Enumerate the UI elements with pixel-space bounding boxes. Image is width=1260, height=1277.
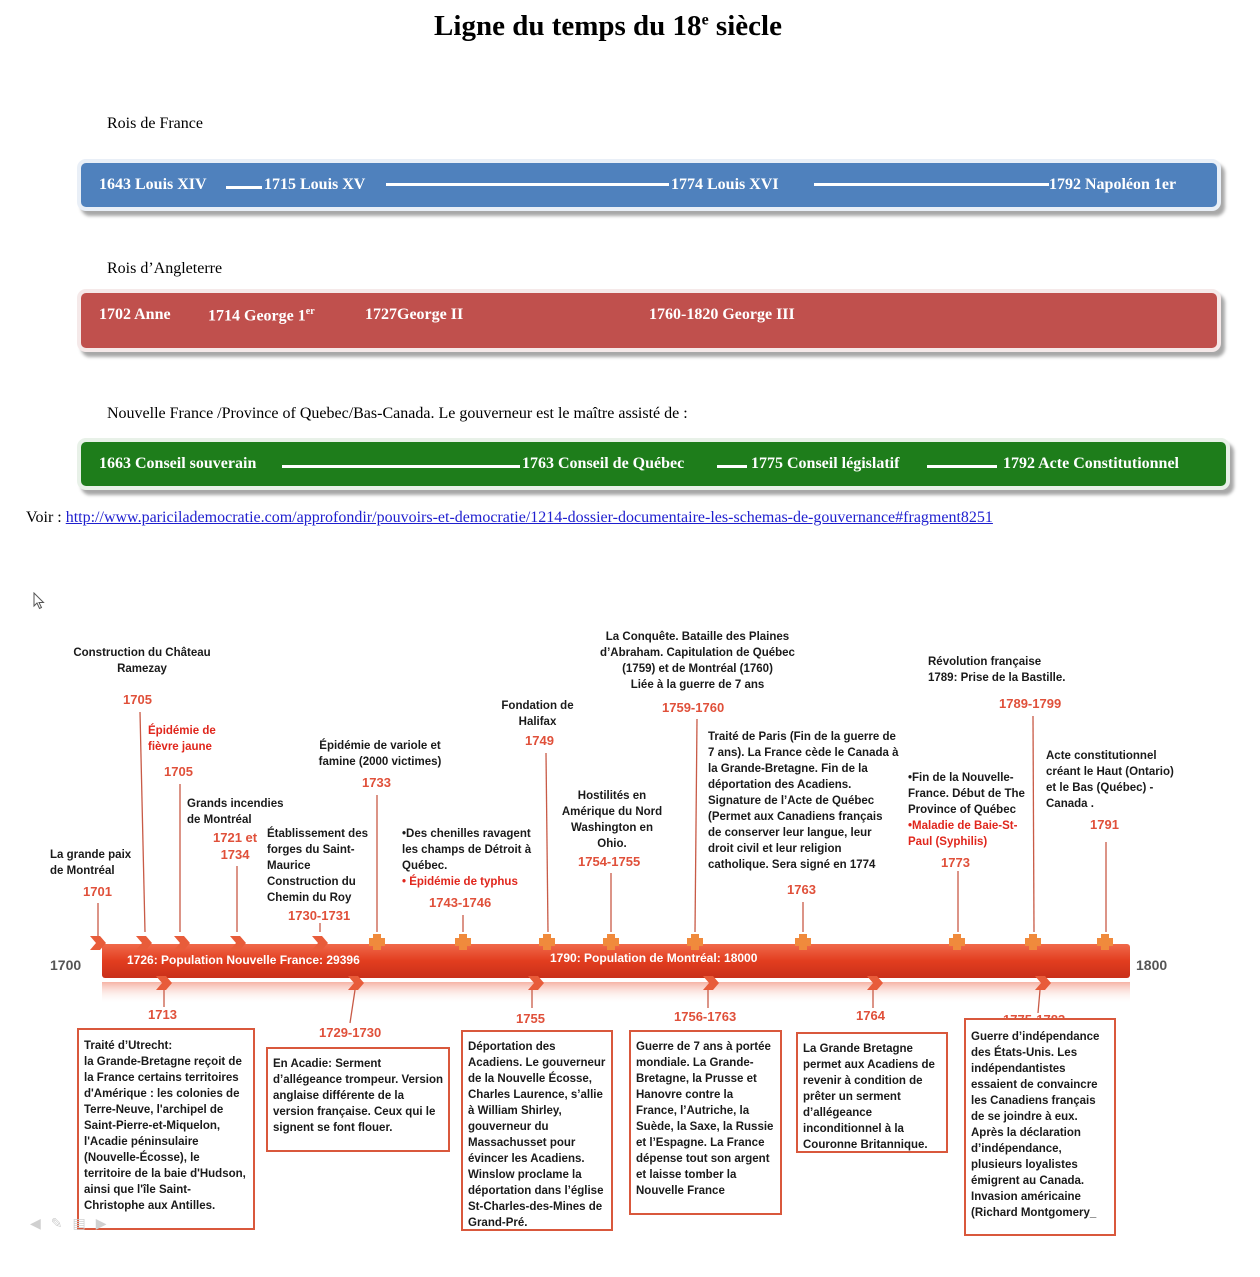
event-1775-box: Guerre d’indépendance des États-Unis. Les indépendantistes essaient de convaincre les Canadiens français de se joindre à eux. Après la déclaration d’indépendance, plusieurs loyalistes émigrent au Canada. Invasion américaine (Richard Montgomery_	[964, 1018, 1116, 1236]
event-1743-typhus-text: • Épidémie de typhus	[402, 876, 518, 888]
event-1789-year: 1789-1799	[999, 696, 1062, 711]
france-item-napoleon: 1792 Napoléon 1er	[1049, 176, 1177, 193]
angleterre-item-george-2: 1727George II	[365, 306, 464, 323]
event-1749-year: 1749	[525, 733, 554, 748]
event-1754-year: 1754-1755	[578, 854, 641, 869]
event-1756-year: 1756-1763	[674, 1009, 737, 1024]
event-1713-box: Traité d’Utrecht: la Grande-Bretagne reçoit de la France certains territoires d'Amérique : les colonies de Terre-Neuve, l'archipel de Saint-Pierre-et-Miquelon, l'Acadie péninsulaire (Nouvelle-Écosse), le territoire de la baie d'Hudson, ainsi que l'île Saint-Christophe aux Antilles.	[77, 1028, 255, 1230]
event-1730-text: Établissement des forges du Saint- Maurice Construction du Chemin du Roy	[267, 828, 368, 904]
rois-france-label: Rois de France	[107, 115, 203, 132]
event-1705-fievre-year: 1705	[164, 764, 193, 779]
event-1713-year: 1713	[148, 1007, 177, 1022]
event-1763-text: Traité de Paris (Fin de la guerre de 7 ans). La France cède le Canada à la Grande-Bretagne. Fin de la déportation des Acadiens. Signature de l’Acte de Québec (Permet aux Canadiens français de conserver leur langue, leur droit civil et leur religion catholique. Sera signé en 1774	[708, 731, 899, 871]
event-1721-year: 1721 et 1734	[213, 830, 258, 862]
event-1764-box: La Grande Bretagne permet aux Acadiens de revenir à condition de prêter un serment d’allégeance inconditionnel à la Couronne Britannique.	[796, 1032, 948, 1153]
event-1733-year: 1733	[362, 775, 391, 790]
event-1701-year: 1701	[83, 884, 112, 899]
event-1729-box: En Acadie: Serment d’allégeance trompeur. Version anglaise différente de la version française. Ceux qui le signent se font flouer.	[266, 1047, 450, 1152]
rois-angleterre-label: Rois d’Angleterre	[107, 260, 223, 277]
event-1763-year: 1763	[787, 882, 816, 897]
event-1791-year: 1791	[1090, 817, 1119, 832]
event-1789-text: Révolution française 1789: Prise de la Bastille.	[928, 656, 1066, 684]
page-title: Ligne du temps du 18e siècle	[434, 10, 782, 42]
event-1705-fievre-text: Épidémie de fièvre jaune	[148, 725, 216, 753]
voir-line: Voir : http://www.paricilademocratie.com/approfondir/pouvoirs-et-democratie/1214-dossier-documentaire-les-schemas-de-gouvernance#fragment8251	[26, 509, 993, 526]
event-1743-year: 1743-1746	[429, 895, 492, 910]
nf-item-conseil-quebec: 1763 Conseil de Québec	[522, 455, 685, 472]
faded-slide-controls	[30, 1216, 117, 1232]
back-arrow-icon[interactable]: ◀	[30, 1216, 51, 1232]
france-item-louis-xvi: 1774 Louis XVI	[671, 176, 779, 193]
angleterre-item-george-1: 1714 George 1er	[208, 306, 315, 325]
france-item-louis-xv: 1715 Louis XV	[264, 176, 366, 193]
event-1721-text: Grands incendies de Montréal	[187, 798, 284, 826]
event-1759-year: 1759-1760	[662, 700, 725, 715]
timeline-end-label: 1800	[1136, 957, 1168, 973]
forward-arrow-icon[interactable]: ▶	[95, 1216, 117, 1232]
event-1705-chateau-text: Construction du Château Ramezay	[73, 647, 211, 675]
event-1773-syphilis-text: •Maladie de Baie-St- Paul (Syphilis)	[908, 820, 1018, 848]
nf-item-conseil-souverain: 1663 Conseil souverain	[99, 455, 257, 472]
event-1749-text: Fondation de Halifax	[501, 700, 574, 728]
timeline-bar-label-1790: 1790: Population de Montréal: 18000	[550, 951, 758, 965]
event-1701-text: La grande paix de Montréal	[50, 849, 132, 877]
nf-item-conseil-legislatif: 1775 Conseil législatif	[751, 455, 900, 472]
menu-icon[interactable]: ▤	[72, 1216, 96, 1232]
nf-item-acte-constitutionnel: 1792 Acte Constitutionnel	[1003, 455, 1179, 472]
event-1756-box: Guerre de 7 ans à portée mondiale. La Grande-Bretagne, la Prusse et Hanovre contre la France, l’Autriche, la Suède, la Saxe, la Russie et l’Espagne. La France dépense tout son argent et laisse tomber la Nouvelle France	[629, 1030, 782, 1215]
event-1705-chateau-year: 1705	[123, 692, 152, 707]
nouvelle-france-label: Nouvelle France /Province of Quebec/Bas-Canada. Le gouverneur est le maître assisté de :	[107, 405, 688, 422]
timeline-bar-reflection	[102, 982, 1130, 1004]
timeline-bar-label-1726: 1726: Population Nouvelle France: 29396	[127, 953, 360, 967]
event-1764-year: 1764	[856, 1008, 885, 1023]
event-1755-year: 1755	[516, 1011, 545, 1026]
event-1730-year: 1730-1731	[288, 908, 351, 923]
pen-icon[interactable]: ✎	[50, 1216, 73, 1232]
angleterre-item-anne: 1702 Anne	[99, 306, 171, 323]
event-1773-text: •Fin de la Nouvelle- France. Début de The Province of Québec	[908, 772, 1025, 816]
event-1755-box: Déportation des Acadiens. Le gouverneur de la Nouvelle Écosse, Charles Laurence, s’allie à William Shirley, gouverneur du Massachusset pour évincer les Acadiens. Winslow proclame la déportation dans l’église St-Charles-des-Mines de Grand-Pré.	[461, 1030, 613, 1231]
event-1759-text: La Conquête. Bataille des Plaines d’Abraham. Capitulation de Québec (1759) et de Montréal (1760) Liée à la guerre de 7 ans	[600, 631, 795, 691]
event-1743-text: •Des chenilles ravagent les champs de Détroit à Québec.	[402, 828, 532, 872]
angleterre-item-george-3: 1760-1820 George III	[649, 306, 795, 323]
event-1733-text: Épidémie de variole et famine (2000 victimes)	[318, 740, 442, 768]
event-1729-year: 1729-1730	[319, 1025, 382, 1040]
event-1773-year: 1773	[941, 855, 970, 870]
event-1791-text: Acte constitutionnel créant le Haut (Ontario) et le Bas (Québec) - Canada .	[1046, 750, 1174, 810]
voir-link[interactable]: http://www.paricilademocratie.com/approfondir/pouvoirs-et-democratie/1214-dossier-documentaire-les-schemas-de-gouvernance#fragment8251	[65, 509, 993, 526]
timeline-start-label: 1700	[50, 957, 82, 973]
event-1754-text: Hostilités en Amérique du Nord Washington en Ohio.	[561, 790, 663, 850]
france-item-louis-xiv: 1643 Louis XIV	[99, 176, 207, 193]
